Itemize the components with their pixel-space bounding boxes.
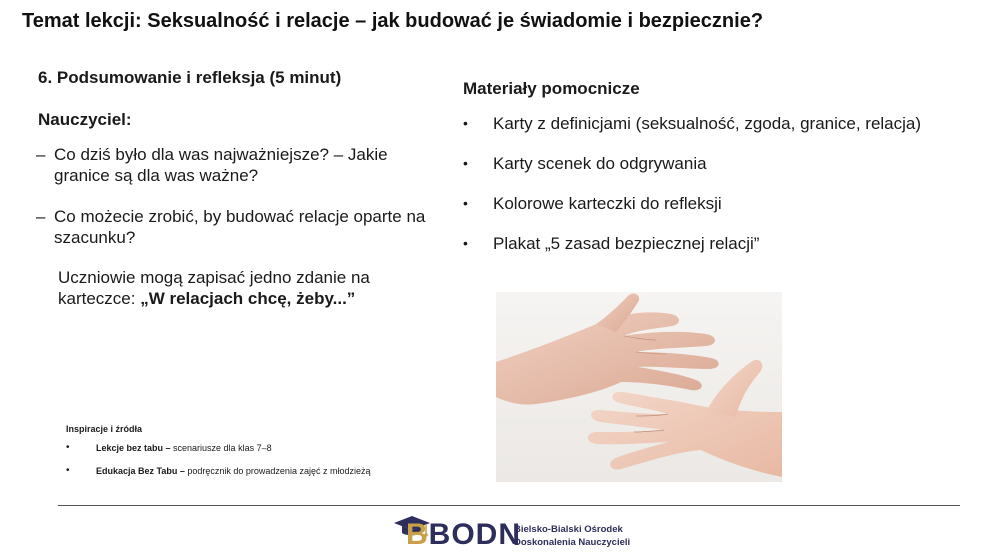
logo-letter-b: B	[406, 518, 429, 551]
summary-section	[38, 68, 428, 309]
teacher-label: Nauczyciel:	[38, 110, 132, 129]
lesson-title: Temat lekcji: Seksualność i relacje – jak budować je świadomie i bezpiecznie?	[22, 10, 764, 32]
logo-letters: BODN	[428, 518, 522, 551]
divider	[58, 505, 960, 506]
material-item: • Karty z definicjami (seksualność, zgoda, granice, relacja)	[463, 113, 963, 134]
section-heading: 6. Podsumowanie i refleksja (5 minut)	[38, 68, 342, 87]
material-item: • Kolorowe karteczki do refleksji	[463, 193, 963, 214]
sources-list	[66, 443, 486, 476]
question-1-text: Co dziś było dla was najważniejsze? – Jakie granice są dla was ważne?	[54, 145, 388, 185]
reflection-note	[38, 267, 428, 309]
sources-section	[66, 424, 486, 489]
source-item	[66, 443, 486, 453]
source-item	[66, 466, 486, 476]
materials-heading: Materiały pomocnicze	[463, 79, 640, 98]
dash-2: –	[36, 207, 46, 226]
logo-line-2: Doskonalenia Nauczycieli	[514, 537, 631, 548]
bbodn-logo	[392, 514, 652, 558]
note-text: Uczniowie mogą zapisać jedno zdanie na karteczce:	[58, 268, 370, 308]
materials-list	[463, 113, 963, 254]
note-prompt: „W relacjach chcę, żeby...”	[140, 289, 356, 308]
material-item: • Plakat „5 zasad bezpiecznej relacji”	[463, 233, 963, 254]
material-item: • Karty scenek do odgrywania	[463, 153, 963, 174]
source-desc: scenariusze dla klas 7–8	[173, 443, 272, 453]
source-title: Edukacja Bez Tabu –	[96, 466, 188, 476]
materials-section	[463, 79, 963, 273]
logo-wordmark	[406, 518, 521, 552]
sources-heading: Inspiracje i źródła	[66, 424, 143, 434]
hands-photo	[496, 292, 782, 482]
dash-1: –	[36, 145, 46, 164]
hands-illustration	[496, 292, 782, 482]
source-title: Lekcje bez tabu –	[96, 443, 174, 453]
logo-line-1: Bielsko-Bialski Ośrodek	[514, 524, 623, 535]
logo-caption	[514, 523, 630, 549]
question-2-text: Co możecie zrobić, by budować relacje oparte na szacunku?	[54, 207, 426, 247]
question-1	[36, 144, 428, 186]
source-desc: podręcznik do prowadzenia zajęć z młodzieżą	[187, 466, 371, 476]
question-2	[36, 206, 428, 248]
